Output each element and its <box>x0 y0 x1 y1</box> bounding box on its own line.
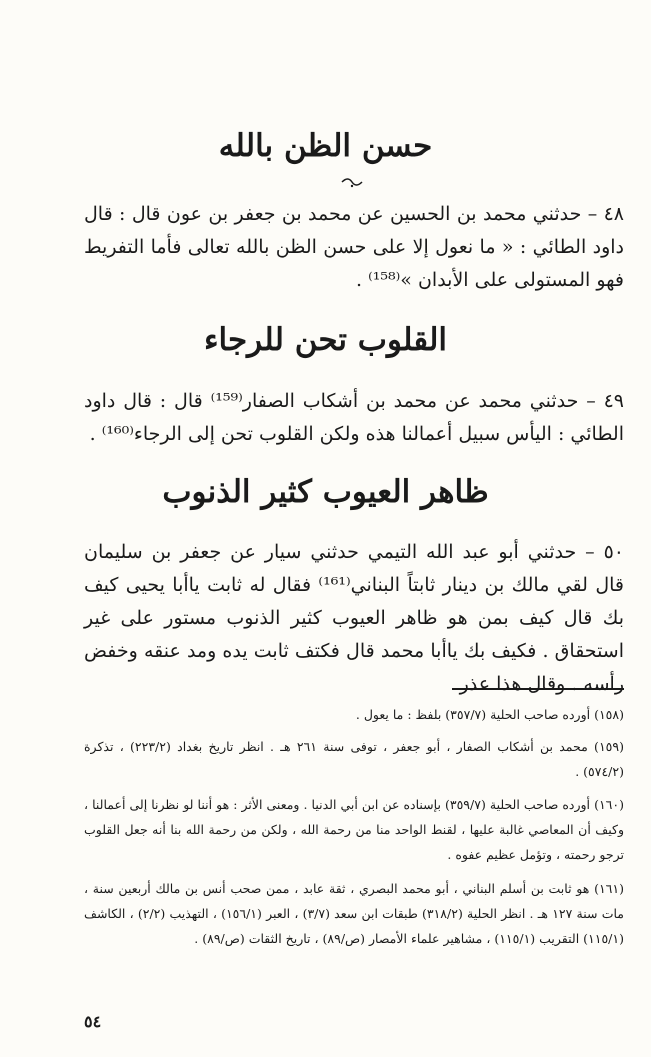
footnote-160: (١٦٠) أورده صاحب الحلية (٣٥٩/٧) بإسناده عن ابن أبي الدنيا . ومعنى الأثر : هو أننا لو نظرنا إلى أعمالنا ، وكيف أن المعاصي غالبة عليها ، لقنط الواحد منا من رحمة الله ، ولكن من رحمة الله بنا أنه جعل القلوب ترجو رحمته ، وتؤمل عظيم عفوه . <box>84 797 624 862</box>
section-title-good-opinion: حسن الظن بالله <box>218 128 433 164</box>
paragraph-48: ٤٨ – حدثني محمد بن الحسين عن محمد بن جعفر بن عون قال : قال داود الطائي : « ما نعول إلا على حسن الظن بالله تعالى فأما التفريط فهو المستولى على الأبدان »⁽¹⁵⁸⁾ . <box>84 203 624 291</box>
footnote-159: (١٥٩) محمد بن أشكاب الصفار ، أبو جعفر ، توفى سنة ٢٦١ هـ . انظر تاريخ بغداد (٢٢٣/٢) ، تذكرة (٥٧٤/٢) . <box>84 739 624 779</box>
footnote-158: (١٥٨) أورده صاحب الحلية (٣٥٧/٧) بلفظ : ما يعول . <box>355 707 624 722</box>
section-title-hearts-hope: القلوب تحن للرجاء <box>203 322 448 358</box>
paragraph-50: ٥٠ – حدثني أبو عبد الله التيمي حدثني سيار عن جعفر بن سليمان قال لقي مالك بن دينار ثابتاً البناني⁽¹⁶¹⁾ فقال له ثابت ياأبا يحيى كيف بك قال كيف بمن هو ظاهر العيوب كثير الذنوب مستور على غير استحقاق . فكيف بك ياأبا محمد قال فكتف ثابت يده ومد عنقه وخفض رأسه . وقال هذا عذر <box>84 541 624 695</box>
footnote-divider <box>452 688 624 690</box>
paragraph-49: ٤٩ – حدثني محمد عن محمد بن أشكاب الصفار⁽¹⁵⁹⁾ قال : قال داود الطائي : اليأس سبيل أعمالنا هذه ولكن القلوب تحن إلى الرجاء⁽¹⁶⁰⁾ . <box>84 390 624 445</box>
ornament-icon <box>340 176 364 188</box>
footnote-161: (١٦١) هو ثابت بن أسلم البناني ، أبو محمد البصري ، ثقة عابد ، ممن صحب أنس بن مالك أربعين سنة ، مات سنة ١٢٧ هـ . انظر الحلية (٣١٨/٢) طبقات ابن سعد (٣/٧) ، العبر (١٥٦/١) ، التهذيب (٢/٢) ، الكاشف (١١٥/١) التقريب (١١٥/١) ، مشاهير علماء الأمصار (ص/٨٩) ، تاريخ الثقات (ص/٨٩) . <box>84 881 624 946</box>
section-title-apparent-faults: ظاهر العيوب كثير الذنوب <box>162 474 489 510</box>
page-number: ٥٤ <box>84 1012 102 1031</box>
